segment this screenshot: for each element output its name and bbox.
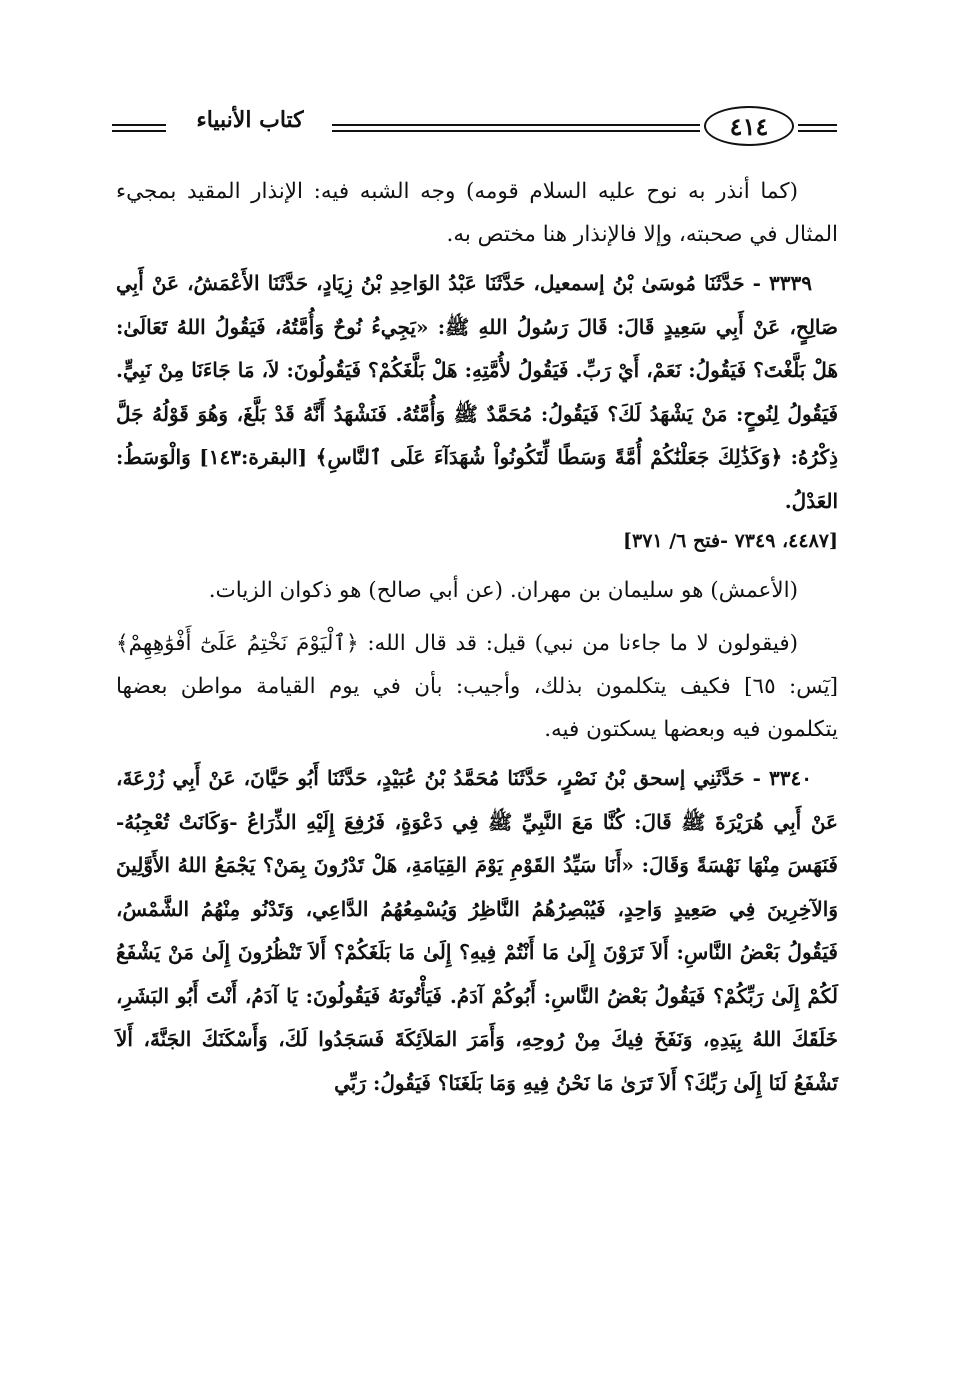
header-rule [112,124,166,126]
commentary-paragraph: (فيقولون لا ما جاءنا من نبي) قيل: قد قال الله: ﴿ٱلْيَوْمَ نَخْتِمُ عَلَىٰٓ أَفْوَٰهِهِمْ﴾ [يٓس: ٦٥] فكيف يتكلمون بذلك، وأجيب: بأن في يوم القيامة مواطن بعضها يتكلمون فيه وبعضها يسكتون فيه. [116,631,838,742]
header-rule [798,130,837,132]
commentary-paragraph: (الأعمش) هو سليمان بن مهران. (عن أبي صالح) هو ذكوان الزيات. [208,578,798,603]
header-rule [112,130,166,132]
header-rule [332,124,700,126]
hadith-references: [٤٤٨٧، ٧٣٤٩ -فتح ٦/ ٣٧١] [622,530,838,552]
header-rule [332,130,700,132]
page-body [116,170,838,1105]
hadith-text: ٣٣٣٩ - حَدَّثَنَا مُوسَىٰ بْنُ إسمعيل، حَدَّثَنَا عَبْدُ الوَاحِدِ بْنُ زِيَادٍ، حَدَّثَنَا الأَعْمَشُ، عَنْ أَبِي صَالِحٍ، عَنْ أَبِي سَعِيدٍ قَالَ: قَالَ رَسُولُ اللهِ ﷺ: «يَجِيءُ نُوحٌ وَأُمَّتُهُ، فَيَقُولُ اللهُ تَعَالَىٰ: هَلْ بَلَّغْتَ؟ فَيَقُولُ: نَعَمْ، أَيْ رَبِّ. فَيَقُولُ لأُمَّتِهِ: هَلْ بَلَّغَكُمْ؟ فَيَقُولُونَ: لاَ، مَا جَاءَنَا مِنْ نَبِيٍّ. فَيَقُولُ لِنُوحٍ: مَنْ يَشْهَدُ لَكَ؟ فَيَقُولُ: مُحَمَّدٌ ﷺ وَأُمَّتُهُ. فَنَشْهَدُ أَنَّهُ قَدْ بَلَّغَ، وَهُوَ قَوْلُهُ جَلَّ ذِكْرُهُ: ﴿وَكَذَٰلِكَ جَعَلْنَٰكُمْ أُمَّةً وَسَطًا لِّتَكُونُواْ شُهَدَآءَ عَلَى ٱلنَّاسِ﴾ [البقرة:١٤٣] وَالْوَسَطُ: العَدْلُ. [116,271,839,513]
header-rule [798,124,837,126]
running-title: كتاب الأنبياء [196,107,304,133]
commentary-paragraph: (كما أنذر به نوح عليه السلام قومه) وجه الشبه فيه: الإنذار المقيد بمجيء المثال في صحبته، وإلا فالإنذار هنا مختص به. [116,179,838,247]
hadith-text: ٣٣٤٠ - حَدَّثَنِي إسحق بْنُ نَصْرٍ، حَدَّثَنَا مُحَمَّدُ بْنُ عُبَيْدٍ، حَدَّثَنَا أَبُو حَيَّانَ، عَنْ أَبِي زُرْعَةَ، عَنْ أَبِي هُرَيْرَةَ ﷺ قَالَ: كُنَّا مَعَ النَّبِيِّ ﷺ فِي دَعْوَةٍ، فَرُفِعَ إِلَيْهِ الذِّرَاعُ -وَكَانَتْ تُعْجِبُهُ- فَنَهَسَ مِنْهَا نَهْسَةً وَقَالَ: «أَنَا سَيِّدُ القَوْمِ يَوْمَ القِيَامَةِ، هَلْ تَدْرُونَ بِمَنْ؟ يَجْمَعُ اللهُ الأَوَّلِينَ وَالآخِرِينَ فِي صَعِيدٍ وَاحِدٍ، فَيُبْصِرُهُمُ النَّاظِرُ وَيُسْمِعُهُمُ الدَّاعِي، وَتَدْنُو مِنْهُمُ الشَّمْسُ، فَيَقُولُ بَعْضُ النَّاسِ: أَلاَ تَرَوْنَ إِلَىٰ مَا أَنْتُمْ فِيهِ؟ إِلَىٰ مَا بَلَغَكُمْ؟ أَلاَ تَنْظُرُونَ إِلَىٰ مَنْ يَشْفَعُ لَكُمْ إِلَىٰ رَبِّكُمْ؟ فَيَقُولُ بَعْضُ النَّاسِ: أَبُوكُمْ آدَمُ. فَيَأْتُونَهُ فَيَقُولُونَ: يَا آدَمُ، أَنْتَ أَبُو البَشَرِ، خَلَقَكَ اللهُ بِيَدِهِ، وَنَفَخَ فِيكَ مِنْ رُوحِهِ، وَأَمَرَ المَلاَئِكَةَ فَسَجَدُوا لَكَ، وَأَسْكَنَكَ الجَنَّةَ، أَلاَ تَشْفَعُ لَنَا إِلَىٰ رَبِّكَ؟ أَلاَ تَرَىٰ مَا نَحْنُ فِيهِ وَمَا بَلَغَنَا؟ فَيَقُولُ: رَبِّي [116,766,838,1095]
page-number: ٤١٤ [704,106,794,146]
page-header [112,104,837,150]
